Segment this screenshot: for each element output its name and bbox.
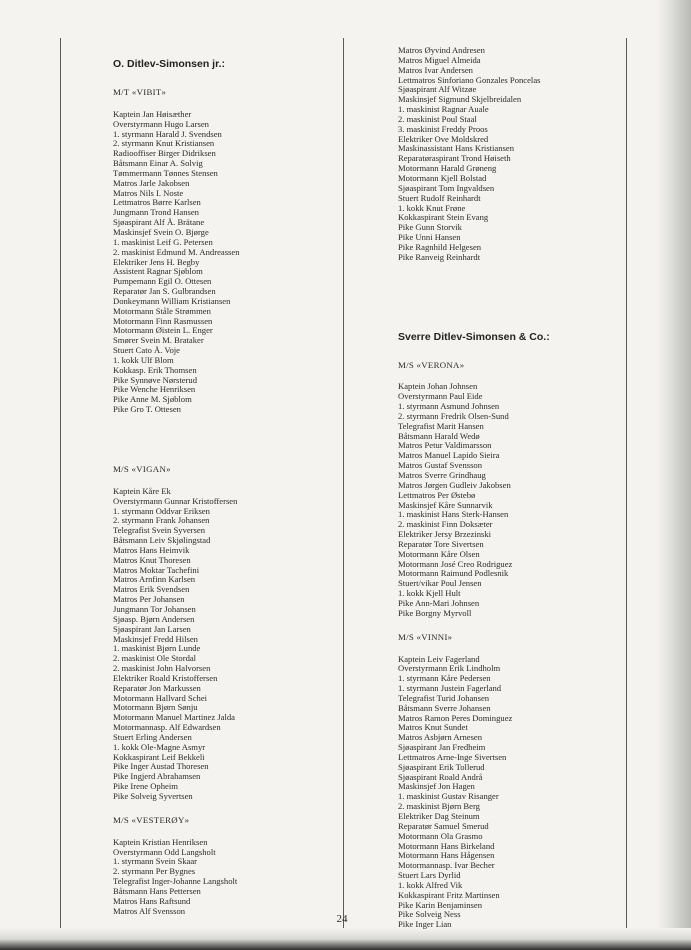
crew-entry: Jungmann Tor Johansen (113, 603, 196, 614)
crew-entry: Båtsmann Harald Wedø (398, 430, 480, 441)
crew-list-vibit (113, 110, 339, 415)
crew-entry: Pike Solveig Ness (398, 909, 461, 920)
crew-entry: Telegrafist Inger-Johanne Langsholt (113, 876, 238, 887)
crew-entry: Maskinsjef Kåre Sunnarvik (398, 499, 493, 510)
crew-entry: 1. kokk Ole-Magne Asmyr (113, 741, 206, 752)
crew-entry: Pike Synnøve Nørsterud (113, 374, 198, 385)
crew-entry: Sjøaspirant Alf Witzøe (398, 84, 477, 95)
crew-entry: 1. styrmann Kåre Pedersen (398, 673, 491, 684)
crew-entry: Matros Miguel Almeida (398, 54, 481, 65)
crew-entry: 1. maskinist Ragnar Auale (398, 104, 489, 115)
crew-entry: Pike Gunn Storvik (398, 222, 462, 233)
crew-entry: Pike Ingjerd Abrahamsen (113, 771, 201, 782)
crew-entry: Sjøaspirant Alf Å. Brätane (113, 217, 205, 228)
column-rule-middle (343, 38, 344, 928)
crew-entry: 2. styrmann Knut Kristiansen (113, 138, 215, 149)
crew-entry: Pike Ranveig Reinhardt (398, 251, 481, 262)
crew-entry: Stuert Lars Dyrlid (398, 870, 461, 881)
crew-entry: Reparatør Samuel Smerud (398, 820, 489, 831)
crew-entry: Motormann Manuel Martinez Jalda (113, 712, 235, 723)
crew-entry: 1. styrmann Justein Fagerland (398, 683, 502, 694)
crew-entry: Kokkaspirant Stein Evang (398, 212, 489, 223)
crew-entry: Pike Karin Benjaminsen (398, 899, 483, 910)
crew-entry: Maskinsjef Svein O. Bjørge (113, 226, 209, 237)
crew-entry: 1. styrmann Svein Skaar (113, 856, 198, 867)
page-edge-shadow (657, 0, 691, 950)
crew-entry: Sjøaspirant Jan Larsen (113, 623, 191, 634)
page-number: 24 (336, 913, 348, 925)
column-rule-left (60, 38, 61, 928)
crew-entry: Matros Nils I. Noste (113, 187, 184, 198)
crew-entry: Maskinsjef Sigmund Skjelbreidalen (398, 94, 522, 105)
crew-entry: Pike Anne M. Sjøblom (113, 394, 192, 405)
crew-entry: 2. styrmann Fredrik Olsen-Sund (398, 410, 509, 421)
crew-entry: Overstyrmann Erik Lindholm (398, 663, 501, 674)
crew-entry: Maskinsjef Fredd Hilsen (113, 633, 198, 644)
crew-entry: 2. maskinist John Halvorsen (113, 663, 211, 674)
crew-entry: Overstyrmann Hugo Larsen (113, 118, 209, 129)
crew-entry: Matros Per Johansen (113, 594, 185, 605)
crew-entry: Motormannasp. Alf Edwardsen (113, 722, 221, 733)
crew-entry: Motormann Hans Birkeland (398, 840, 495, 851)
crew-entry: Pike Gro T. Ottesen (113, 404, 181, 415)
crew-entry: Lettmatros Børre Karlsen (113, 197, 201, 208)
crew-entry: 1. styrmann Oddvar Eriksen (113, 505, 210, 516)
crew-entry: Motormann Hans Hågensen (398, 850, 495, 861)
crew-entry: Maskinassistant Hans Kristiansen (398, 143, 515, 154)
crew-entry: Matros Asbjørn Arnesen (398, 732, 483, 743)
crew-entry: Stuert Cato Å. Voje (113, 345, 180, 356)
crew-entry: Overstyrmann Odd Langsholt (113, 846, 216, 857)
page-bottom-edge (0, 928, 691, 950)
crew-entry: Stuert Rudolf Reinhardt (398, 192, 481, 203)
crew-entry: Motormann Finn Rasmussen (113, 315, 213, 326)
crew-entry: Elektriker Jersy Brzezinski (398, 529, 492, 540)
crew-entry: 1. kokk Ulf Blom (113, 354, 174, 365)
crew-entry: Båtsmann Hans Pettersen (113, 885, 201, 896)
right-column (398, 46, 618, 930)
ship-title-vinni: M/S «VINNI» (398, 631, 453, 642)
crew-entry: Motormannasp. Ivar Becher (398, 860, 495, 871)
crew-entry: Jungmann Trond Hansen (113, 207, 199, 218)
column-rule-right (626, 38, 627, 928)
crew-entry: Motormann Kåre Olsen (398, 548, 480, 559)
crew-entry: Matros Gustaf Svensson (398, 460, 483, 471)
left-column (113, 58, 339, 916)
crew-entry: Telegrafist Turid Johansen (398, 692, 490, 703)
ship-title-vesteroy: M/S «VESTERØY» (113, 814, 190, 825)
crew-entry: 3. maskinist Freddy Proos (398, 123, 488, 134)
crew-entry: Pike Borgny Myrvoll (398, 607, 472, 618)
crew-entry: Donkeymann William Kristiansen (113, 295, 231, 306)
crew-entry: Båtsmann Leiv Skjølingstad (113, 535, 211, 546)
crew-entry: Motormann Raimund Podlesnik (398, 568, 509, 579)
crew-entry: Motormann Øistein L. Enger (113, 325, 213, 336)
crew-entry: Pumpemann Egil O. Ottesen (113, 276, 212, 287)
crew-entry: Matros Jarle Jakobsen (113, 177, 190, 188)
ship-title-vibit: M/T «VIBIT» (113, 87, 167, 97)
crew-entry: 2. maskinist Bjørn Berg (398, 801, 480, 812)
crew-list-vigan (113, 487, 339, 802)
crew-entry: Pike Wenche Henriksen (113, 384, 196, 395)
crew-entry: Elektriker Roald Kristoffersen (113, 672, 218, 683)
crew-entry: 2. styrmann Frank Johansen (113, 515, 210, 526)
crew-list-vesteroy (113, 838, 339, 917)
crew-entry: Matros Alf Svensson (113, 905, 186, 916)
crew-entry: Tømmermann Tønnes Stensen (113, 167, 218, 178)
crew-entry: 1. kokk Alfred Vik (398, 879, 463, 890)
crew-entry: Lettmatros Sinforiano Gonzales Poncelas (398, 74, 541, 85)
crew-entry: Assistent Ragnar Sjøblom (113, 266, 203, 277)
crew-entry: Reparatør Tore Sivertsen (398, 538, 484, 549)
crew-entry: Kokkaspirant Leif Bekkeli (113, 751, 205, 762)
crew-entry: Pike Ragnhild Helgesen (398, 241, 482, 252)
crew-entry: Reparatør Jon Markussen (113, 682, 201, 693)
crew-entry: Stuert Erling Andersen (113, 731, 192, 742)
crew-entry: Overstyrmann Gunnar Kristoffersen (113, 495, 238, 506)
crew-entry: Matros Jørgen Gudleiv Jakobsen (398, 479, 511, 490)
crew-entry: Elektriker Dag Steinum (398, 811, 480, 821)
crew-entry: Overstyrmann Paul Eide (398, 391, 483, 402)
crew-entry: Matros Moktar Tachefini (113, 564, 200, 575)
crew-entry: Matros Sverre Grindhaug (398, 470, 486, 480)
crew-entry: Lettmatros Per Østebø (398, 489, 476, 500)
crew-entry: Radiooffiser Birger Didriksen (113, 148, 216, 159)
crew-entry: Maskinsjef Jon Hagen (398, 781, 475, 792)
ship-section-verona (398, 361, 618, 619)
crew-entry: Stuert/vikar Poul Jensen (398, 578, 482, 589)
crew-entry: Kaptein Kåre Ek (113, 485, 171, 496)
crew-entry: Telegrafist Marit Hansen (398, 420, 484, 431)
crew-entry: Motormann Hallvard Schei (113, 692, 208, 703)
crew-entry: Motormann José Creo Rodriguez (398, 558, 513, 569)
crew-entry: Sjøaspirant Roald Andrå (398, 771, 483, 782)
crew-entry: Matros Ramon Peres Dominguez (398, 712, 513, 723)
crew-entry: Pike Solveig Syvertsen (113, 791, 193, 801)
crew-entry: Kokkasp. Erik Thomsen (113, 364, 197, 375)
crew-entry: Kaptein Jan Høisæther (113, 108, 192, 119)
crew-entry: Matros Knut Thoresen (113, 554, 191, 565)
crew-entry: Kaptein Johan Johnsen (398, 381, 478, 392)
crew-entry: Matros Petur Valdimarsson (398, 440, 492, 451)
crew-entry: Motormann Harald Grøneng (398, 163, 497, 174)
crew-entry: Lettmatros Arne-Inge Sivertsen (398, 751, 507, 762)
crew-list-vesteroy-continued (398, 46, 618, 263)
crew-entry: Pike Inger Austad Thoresen (113, 761, 209, 772)
crew-entry: 2. styrmann Per Bygnes (113, 866, 196, 877)
crew-entry: Sjøasp. Bjørn Andersen (113, 613, 195, 624)
company-heading-sverre-ditlev-simonsen: Sverre Ditlev-Simonsen & Co.: (398, 330, 550, 343)
crew-entry: Kokkaspirant Fritz Martinsen (398, 889, 500, 900)
crew-entry: 1. kokk Knut Frøne (398, 202, 466, 213)
crew-entry: 1. maskinist Gustav Risanger (398, 791, 499, 802)
company-heading-o-ditlev-simonsen: O. Ditlev-Simonsen jr.: (113, 58, 226, 70)
crew-entry: Reparatøraspirant Trond Høiseth (398, 153, 511, 164)
crew-entry: Motormann Kjell Bolstad (398, 172, 487, 183)
crew-entry: 2. maskinist Poul Staal (398, 113, 477, 124)
crew-entry: Smører Svein M. Brataker (113, 335, 204, 346)
crew-entry: Pike Unni Hansen (398, 232, 461, 243)
crew-entry: Matros Manuel Lapido Sieira (398, 450, 500, 461)
crew-entry: Sjøaspirant Erik Tollerud (398, 761, 485, 772)
crew-entry: 1. styrmann Harald J. Svendsen (113, 128, 222, 139)
crew-entry: Matros Hans Raftsund (113, 895, 191, 906)
crew-entry: Kaptein Leiv Fagerland (398, 653, 480, 664)
ship-section-vibit (113, 88, 339, 415)
ship-title-vigan: M/S «VIGAN» (113, 464, 171, 474)
crew-entry: Reparatør Jan S. Gulbrandsen (113, 286, 216, 297)
crew-entry: 1. maskinist Leif G. Petersen (113, 236, 213, 247)
crew-entry: Matros Knut Sundet (398, 722, 468, 733)
crew-entry: 1. maskinist Bjørn Lunde (113, 643, 201, 654)
crew-list-vinni (398, 655, 618, 931)
crew-entry: Elektriker Jens H. Begby (113, 256, 200, 267)
crew-entry: Motormann Bjørn Sønju (113, 702, 198, 713)
crew-entry: Matros Arnfinn Karlsen (113, 574, 196, 585)
crew-entry: Sjøaspirant Jan Fredheim (398, 742, 486, 753)
crew-entry: Båtsmann Einar A. Solvig (113, 158, 203, 169)
crew-entry: 1. maskinist Hans Sterk-Hansen (398, 509, 509, 520)
crew-entry: 2. maskinist Ole Stordal (113, 653, 197, 664)
ship-section-vigan (113, 465, 339, 802)
crew-entry: 1. styrmann Asmund Johnsen (398, 401, 500, 412)
crew-entry: Pike Inger Lian (398, 919, 452, 930)
crew-entry: Motormann Ståle Strømmen (113, 305, 211, 316)
crew-entry: Sjøaspirant Tom Ingvaldsen (398, 182, 495, 193)
crew-entry: Elektriker Ove Moldskred (398, 133, 489, 144)
ship-title-verona: M/S «VERONA» (398, 359, 465, 370)
crew-entry: 2. maskinist Finn Doksæter (398, 519, 493, 530)
crew-entry: Pike Ann-Mari Johnsen (398, 597, 480, 608)
crew-entry: Motormann Ola Grasmo (398, 830, 483, 841)
ship-section-vinni (398, 633, 618, 930)
crew-entry: Kaptein Kristian Henriksen (113, 836, 208, 847)
crew-entry: Matros Ivar Andersen (398, 64, 473, 75)
crew-entry: Telegrafist Svein Syversen (113, 525, 205, 536)
crew-entry: Pike Irene Opheim (113, 781, 178, 792)
crew-entry: Matros Øyvind Andresen (398, 45, 485, 55)
ship-section-vesteroy (113, 816, 339, 917)
crew-entry: Matros Hans Heimvik (113, 544, 190, 555)
crew-entry: 1. kokk Kjell Hult (398, 588, 461, 599)
crew-list-verona (398, 382, 618, 618)
crew-entry: 2. maskinist Edmund M. Andreassen (113, 246, 240, 257)
crew-entry: Båtsmann Sverre Johansen (398, 702, 491, 713)
crew-entry: Matros Erik Svendsen (113, 584, 190, 595)
